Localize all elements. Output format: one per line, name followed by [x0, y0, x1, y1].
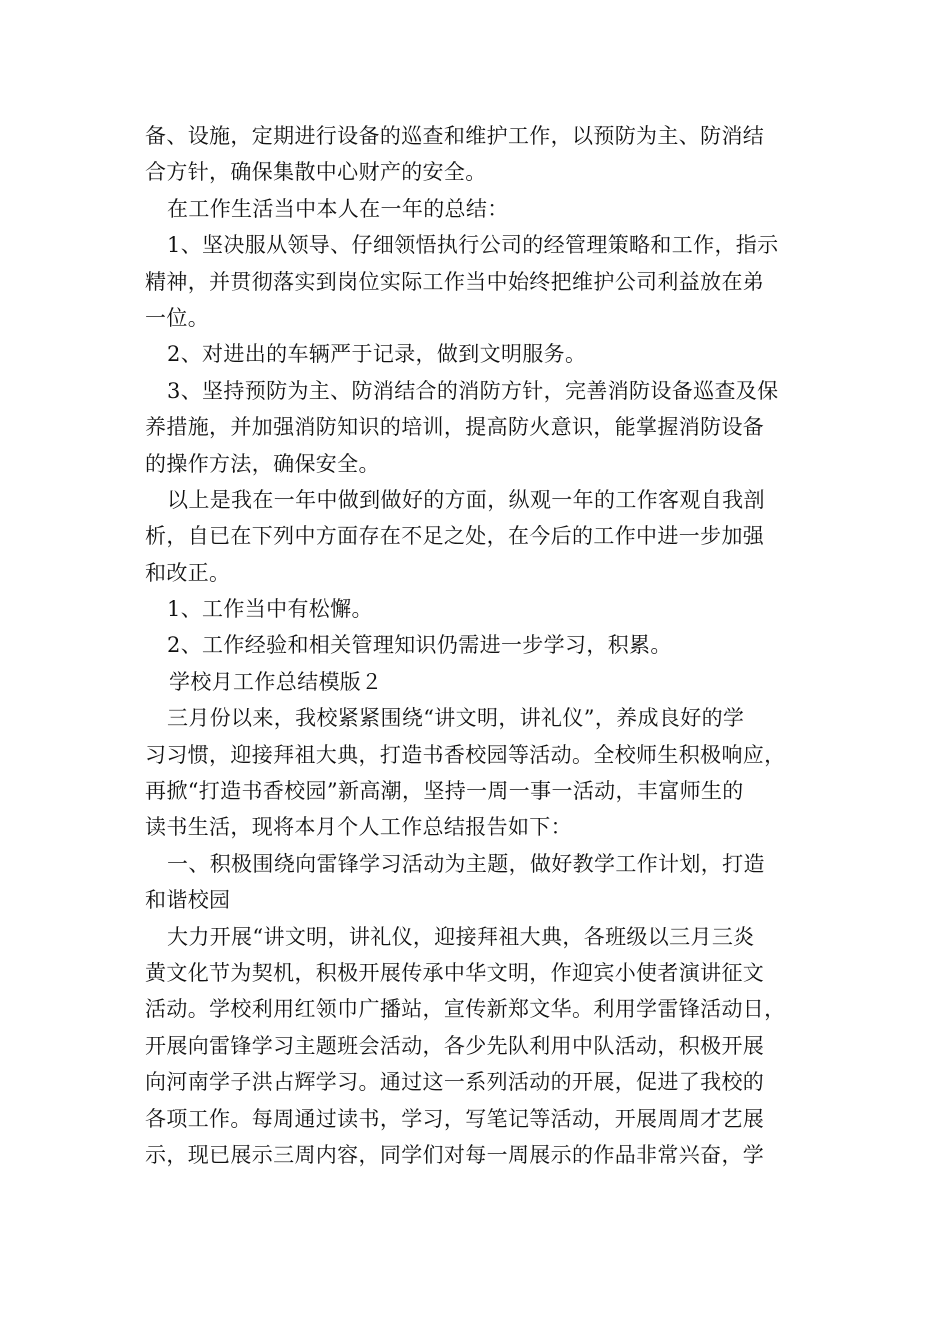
text-line: 析，自已在下列中方面存在不足之处，在今后的工作中进一步加强: [145, 524, 765, 549]
text-line: 在工作生活当中本人在一年的总结：: [167, 196, 509, 221]
text-line: 的操作方法，确保安全。: [145, 451, 380, 476]
text-line: 一位。: [145, 305, 210, 330]
list-item-line: 1、坚决服从领导、仔细领悟执行公司的经管理策略和工作，指示: [167, 233, 779, 258]
text-line: 各项工作。每周通过读书，学习，写笔记等活动，开展周周才艺展: [145, 1106, 765, 1131]
text-line: 读书生活，现将本月个人工作总结报告如下：: [145, 815, 572, 840]
text-line: 黄文化节为契机，积极开展传承中华文明，作迎宾小使者演讲征文: [145, 960, 765, 985]
text-line: 养措施，并加强消防知识的培训，提高防火意识，能掌握消防设备: [145, 415, 765, 440]
list-item-line: 2、工作经验和相关管理知识仍需进一步学习，积累。: [167, 633, 672, 658]
text-line: 活动。学校利用红领巾广播站，宣传新郑文华。利用学雷锋活动日，: [145, 997, 786, 1022]
text-line: 合方针，确保集散中心财产的安全。: [145, 160, 487, 185]
text-line: 三月份以来，我校紧紧围绕“讲文明，讲礼仪”，养成良好的学: [167, 706, 745, 731]
text-line: 以上是我在一年中做到做好的方面，纵观一年的工作客观自我剖: [167, 487, 765, 512]
text-line: 示，现已展示三周内容，同学们对每一周展示的作品非常兴奋，学: [145, 1142, 765, 1167]
list-item-line: 1、工作当中有松懈。: [167, 597, 373, 622]
text-line: 开展向雷锋学习主题班会活动，各少先队利用中队活动，积极开展: [145, 1033, 765, 1058]
text-line: 精神，并贯彻落实到岗位实际工作当中始终把维护公司利益放在弟: [145, 269, 765, 294]
list-item-line: 2、对进出的车辆严于记录，做到文明服务。: [167, 342, 587, 367]
subsection-heading: 和谐校园: [145, 888, 231, 913]
document-body: [145, 118, 810, 1173]
text-line: 习习惯，迎接拜祖大典，打造书香校园等活动。全校师生积极响应，: [145, 742, 786, 767]
text-line: 向河南学子洪占辉学习。通过这一系列活动的开展，促进了我校的: [145, 1070, 765, 1095]
text-line: 和改正。: [145, 560, 231, 585]
section-title: 学校月工作总结模版２: [169, 669, 383, 694]
text-line: 大力开展“讲文明，讲礼仪，迎接拜祖大典，各班级以三月三炎: [167, 924, 755, 949]
list-item-line: 3、坚持预防为主、防消结合的消防方针，完善消防设备巡查及保: [167, 378, 779, 403]
subsection-heading: 一、积极围绕向雷锋学习活动为主题，做好教学工作计划，打造: [167, 851, 765, 876]
text-line: 备、设施，定期进行设备的巡查和维护工作，以预防为主、防消结: [145, 124, 765, 148]
text-line: 再掀“打造书香校园”新高潮，坚持一周一事一活动，丰富师生的: [145, 779, 744, 804]
